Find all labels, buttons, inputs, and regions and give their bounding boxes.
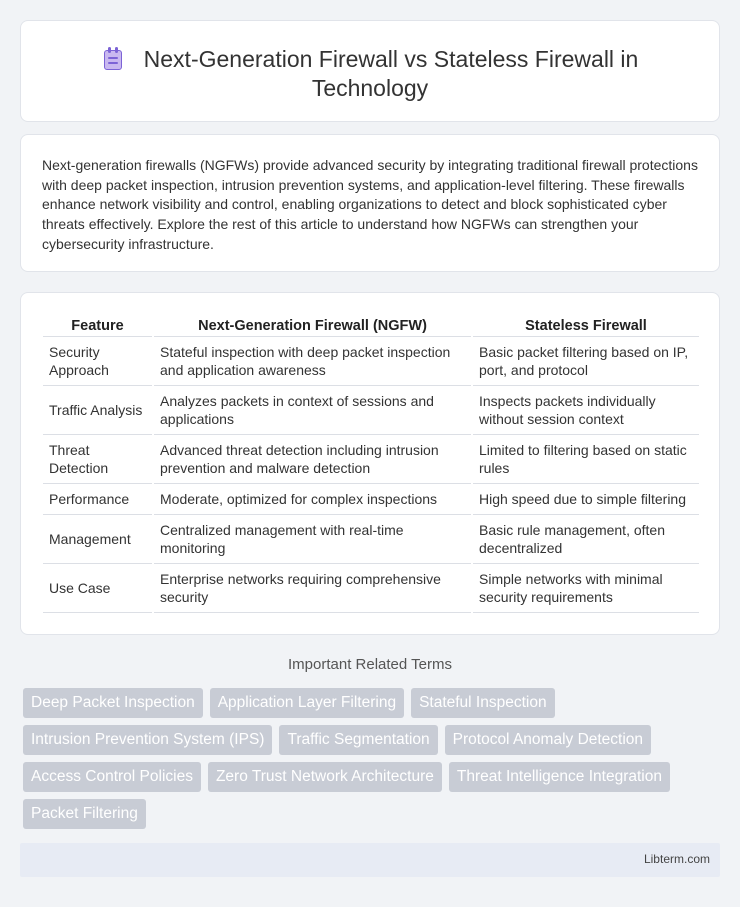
- table-row: [43, 515, 699, 564]
- stateless-cell: High speed due to simple filtering: [473, 484, 699, 515]
- feature-cell: Threat Detection: [43, 435, 152, 484]
- related-term-tag[interactable]: Protocol Anomaly Detection: [445, 725, 651, 755]
- related-term-tag[interactable]: Stateful Inspection: [411, 688, 555, 718]
- related-term-tag[interactable]: Packet Filtering: [23, 799, 146, 829]
- feature-cell: Performance: [43, 484, 152, 515]
- page-title-line1: Next-Generation Firewall vs Stateless Firewall in: [143, 46, 639, 72]
- feature-cell: Traffic Analysis: [43, 386, 152, 435]
- table-row: [43, 564, 699, 613]
- table-row: [43, 484, 699, 515]
- related-term-tag[interactable]: Zero Trust Network Architecture: [208, 762, 442, 792]
- stateless-cell: Simple networks with minimal security requirements: [473, 564, 699, 613]
- related-term-tag[interactable]: Access Control Policies: [23, 762, 201, 792]
- page-title: [21, 45, 719, 103]
- related-term-tag[interactable]: Application Layer Filtering: [210, 688, 404, 718]
- table-row: [43, 337, 699, 386]
- intro-paragraph: Next-generation firewalls (NGFWs) provide advanced security by integrating traditional firewall protections with deep packet inspection, intrusion prevention systems, and application-level filtering. These firewalls enhance network visibility and control, enabling organizations to detect and block sophisticated cyber threats effectively. Explore the rest of this article to understand how NGFWs can strengthen your cybersecurity infrastructure.: [42, 157, 698, 252]
- ngfw-cell: Centralized management with real-time monitoring: [154, 515, 471, 564]
- column-header-ngfw: Next-Generation Firewall (NGFW): [154, 314, 471, 337]
- ngfw-cell: Advanced threat detection including intrusion prevention and malware detection: [154, 435, 471, 484]
- stateless-cell: Basic packet filtering based on IP, port, and protocol: [473, 337, 699, 386]
- table-row: [43, 386, 699, 435]
- column-header-stateless: Stateless Firewall: [473, 314, 699, 337]
- related-term-tag[interactable]: Threat Intelligence Integration: [449, 762, 670, 792]
- footer-site-link[interactable]: Libterm.com: [643, 852, 710, 866]
- comparison-table: [41, 314, 701, 613]
- feature-cell: Use Case: [43, 564, 152, 613]
- page-title-line2: Technology: [311, 75, 429, 101]
- ngfw-cell: Analyzes packets in context of sessions and applications: [154, 386, 471, 435]
- related-terms-list: [23, 688, 723, 829]
- feature-cell: Management: [43, 515, 152, 564]
- notepad-icon: [102, 47, 124, 71]
- ngfw-cell: Stateful inspection with deep packet inspection and application awareness: [154, 337, 471, 386]
- ngfw-cell: Enterprise networks requiring comprehensive security: [154, 564, 471, 613]
- stateless-cell: Inspects packets individually without session context: [473, 386, 699, 435]
- ngfw-cell: Moderate, optimized for complex inspections: [154, 484, 471, 515]
- intro-card: [20, 134, 720, 272]
- related-term-tag[interactable]: Intrusion Prevention System (IPS): [23, 725, 272, 755]
- stateless-cell: Limited to filtering based on static rules: [473, 435, 699, 484]
- stateless-cell: Basic rule management, often decentralized: [473, 515, 699, 564]
- related-terms-heading: Important Related Terms: [288, 656, 452, 673]
- comparison-table-card: [20, 292, 720, 635]
- column-header-feature: Feature: [43, 314, 152, 337]
- feature-cell: Security Approach: [43, 337, 152, 386]
- related-term-tag[interactable]: Traffic Segmentation: [279, 725, 437, 755]
- table-header-row: [43, 314, 699, 337]
- title-card: [20, 20, 720, 122]
- related-term-tag[interactable]: Deep Packet Inspection: [23, 688, 203, 718]
- footer: [20, 843, 720, 877]
- table-row: [43, 435, 699, 484]
